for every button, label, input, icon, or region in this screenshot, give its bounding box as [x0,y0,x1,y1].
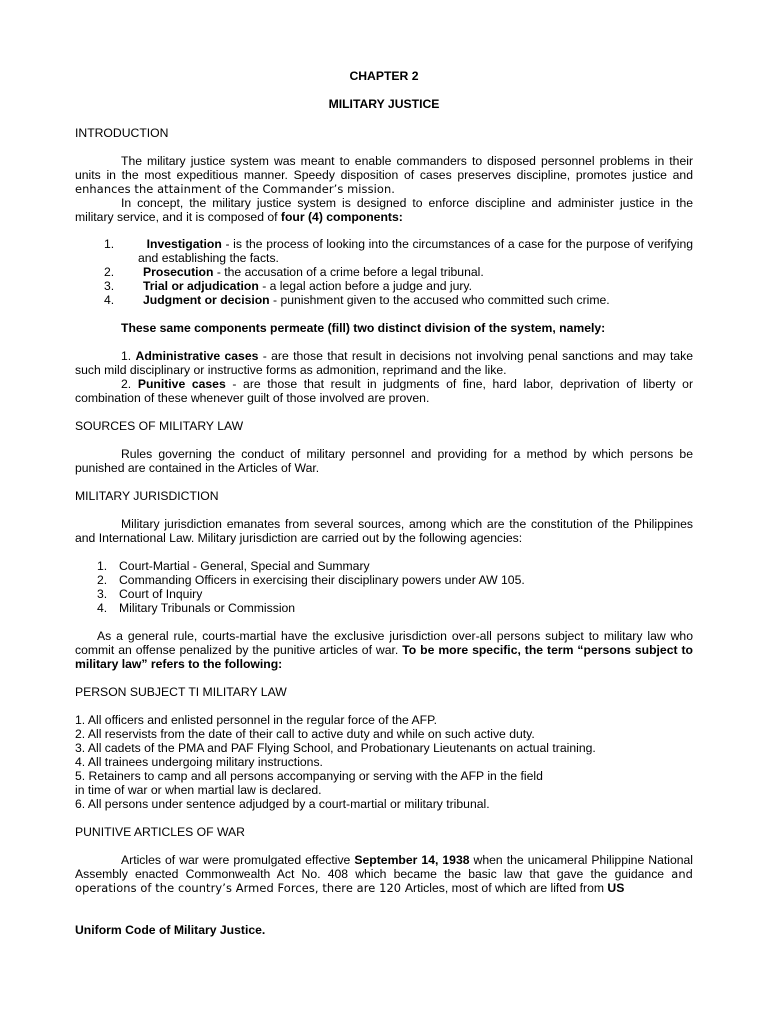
list-item: 2. Punitive cases - are those that result in judgments of fine, hard labor, deprivation of liberty or combination of these whenever guilt of those involved are proven. [75,377,693,405]
punitive-heading: PUNITIVE ARTICLES OF WAR [75,825,245,839]
persons-heading: PERSON SUBJECT TI MILITARY LAW [75,685,287,699]
components-list [75,237,693,307]
list-item: 3. Court of Inquiry [97,587,203,601]
list-item: 1. All officers and enlisted personnel in the regular force of the AFP. [75,713,438,727]
list-item: 2. Commanding Officers in exercising their disciplinary powers under AW 105. [97,573,525,587]
intro-text-2: In concept, the military justice system is designed to enforce discipline and administer justice in the military service, and it is composed of four (4) components: [75,196,693,224]
list-item: 5. Retainers to camp and all persons accompanying or serving with the AFP in the field [75,769,543,783]
jurisdiction-paragraph: Military jurisdiction emanates from several sources, among which are the constitution of the Philippines and International Law. Military jurisdiction are carried out by the following agencies: [75,517,693,545]
list-item: 1. Investigation - is the process of looking into the circumstances of a case for the purpose of verifying and establishing the facts. [104,237,693,265]
divisions-list [75,349,693,405]
list-item: 4. Judgment or decision - punishment given to the accused who committed such crime. [104,293,610,307]
page-title: MILITARY JUSTICE [328,97,440,111]
list-item: 2. All reservists from the date of their call to active duty and while on such active duty. [75,727,535,741]
intro-text-1: The military justice system was meant to enable commanders to disposed personnel problems in their units in the most expeditious manner. Speedy disposition of cases preserves discipline, promotes justice and enhances the attainment of the Commander’s mission. [75,154,693,196]
agencies-list [97,559,693,615]
list-item: 4. Military Tribunals or Commission [97,601,296,615]
sources-heading: SOURCES OF MILITARY LAW [75,419,244,433]
list-item: 1. Administrative cases - are those that result in decisions not involving penal sanctions and may take such mild disciplinary or instructive forms as admonition, reprimand and the like. [75,349,694,377]
closing-line: Uniform Code of Military Justice. [75,923,266,937]
persons-list [75,713,693,811]
general-rule-paragraph: As a general rule, courts-martial have the exclusive jurisdiction over-all persons subject to military law who commit an offense penalized by the punitive articles of war. To be more specific, the term “persons subject to military law” refers to the following: [75,629,693,671]
list-item: 3. All cadets of the PMA and PAF Flying School, and Probationary Lieutenants on actual training. [75,741,596,755]
sources-paragraph: Rules governing the conduct of military personnel and providing for a method by which persons be punished are contained in the Articles of War. [75,447,693,475]
jurisdiction-heading: MILITARY JURISDICTION [75,489,219,503]
list-item: 4. All trainees undergoing military instructions. [75,755,323,769]
list-item: 1. Court-Martial - General, Special and Summary [97,559,370,573]
introduction-heading: INTRODUCTION [75,126,169,140]
permeate-statement: These same components permeate (fill) two distinct division of the system, namely: [121,321,606,335]
list-item: in time of war or when martial law is declared. [75,783,322,797]
list-item: 2. Prosecution - the accusation of a crime before a legal tribunal. [104,265,484,279]
chapter-label: CHAPTER 2 [349,69,419,83]
introduction-paragraph [75,154,693,224]
list-item: 3. Trial or adjudication - a legal action before a judge and jury. [104,279,473,293]
punitive-paragraph: Articles of war were promulgated effective September 14, 1938 when the unicameral Philippine National Assembly enacted Commonwealth Act No. 408 which became the basic law that gave the guidance and operations of the country’s Armed Forces, there are 120 Articles, most of which are lifted from US [75,853,693,895]
list-item: 6. All persons under sentence adjudged by a court-martial or military tribunal. [75,797,490,811]
